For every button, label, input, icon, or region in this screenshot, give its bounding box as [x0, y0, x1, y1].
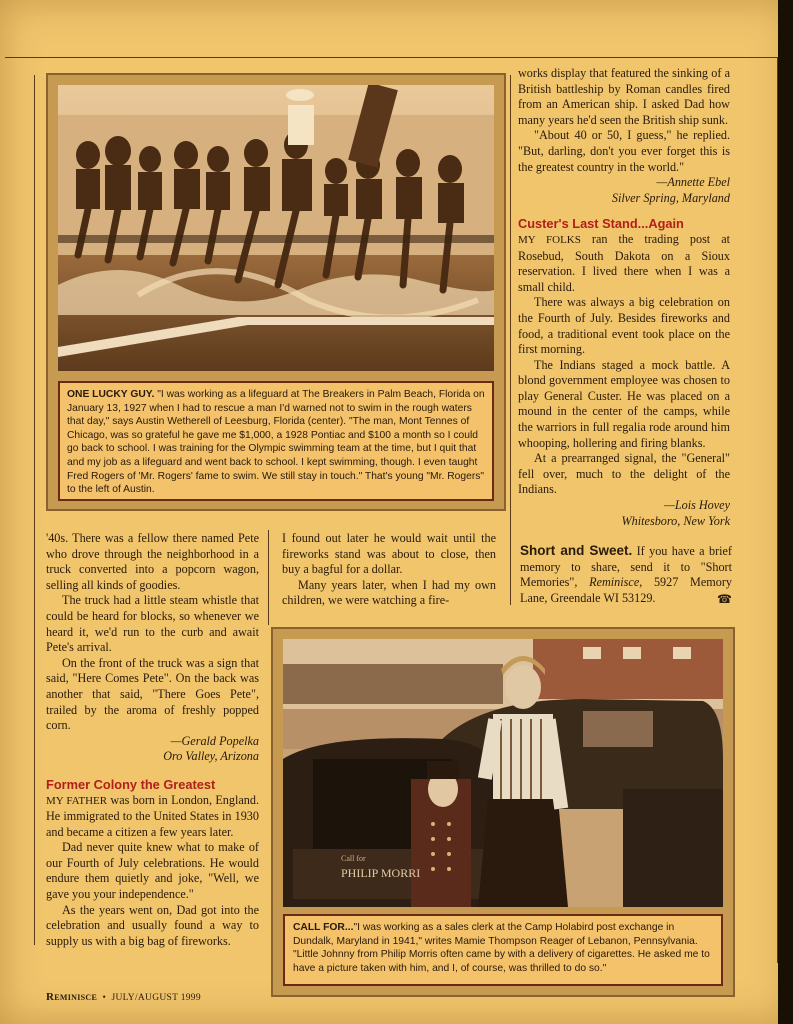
paragraph: Many years later, when I had my own children, we were watching a fire-: [282, 577, 496, 608]
lead-in: MY FOLKS: [518, 233, 581, 246]
paragraph: On the front of the truck was a sign that said, "Here Comes Pete". On the back was another that said, "There Goes Pete", trailed by the aroma of freshly popped corn.: [46, 655, 259, 733]
caption-body: "I was working as a lifeguard at The Breakers in Palm Beach, Florida on January 13, 1927 when I had to rescue a man I'd warned not to swim in the rough waters that day," says Austin Wetherell of Leesburg, Florida (center). "The man, Mont Tennes of Chicago, was so grateful he gave me $1,000, a 1928 Pontiac and $100 a month so I could go back to school. I was training for the Olympic swimming team at the time, but I quit that and my job as a lifeguard and went back to school. I kept swimming, though. I even taught Fred Rogers of 'Mr. Rogers' fame to swim. We still stay in touch." That's young "Mr. Rogers" to the left of Austin.: [67, 389, 485, 496]
column-middle: [282, 531, 496, 609]
footer-separator: •: [102, 993, 107, 1003]
paragraph-text: ran the trading post at Rosebud, South Dakota on a Sioux reservation. I lived there when I was a small child.: [518, 231, 730, 294]
telephone-icon: ☎: [717, 591, 732, 606]
car-sign-brand: PHILIP MORRI: [341, 866, 421, 880]
footer-brand: Reminisce: [46, 991, 98, 1003]
paragraph: As the years went on, Dad got into the celebration and usually found a way to supply us with a big bag of fireworks.: [46, 902, 259, 948]
footer-issue: JULY/AUGUST 1999: [111, 993, 201, 1003]
paragraph: [46, 793, 259, 841]
paragraph: Dad never quite knew what to make of our Fourth of July celebrations. He would endure them quietly and joke, "Well, we gave you your independence.": [46, 840, 259, 902]
scan-border: [778, 0, 793, 1024]
section-heading-colony: Former Colony the Greatest: [46, 776, 216, 792]
paragraph: works display that featured the sinking of a British battleship by Roman candles fired from an American ship. I asked Dad how many years he'd seen the British ship sunk.: [518, 66, 730, 127]
paragraph: There was always a big celebration on the Fourth of July. Besides fireworks and food, a traditional event took place on the first morning.: [518, 295, 730, 357]
page-footer: [46, 991, 201, 1003]
column-rule-mid: [268, 530, 269, 625]
caption-headline: ONE LUCKY GUY.: [67, 389, 155, 400]
author-location: Whitesboro, New York: [621, 513, 730, 528]
author-name: —Annette Ebel: [656, 175, 730, 190]
paragraph: '40s. There was a fellow there named Pete who drove through the neighborhood in a truck converted into a popcorn wagon, selling all kinds of goodies.: [46, 531, 259, 592]
caption-body: "I was working as a sales clerk at the Camp Holabird post exchange in Dundalk, Maryland in 1941," writes Mamie Thompson Reager of Lebanon, Pennsylvania. "Little Johnny from Philip Morris often came by with a delivery of cigarettes. He asked me to have a picture taken with him, and I, of course, was thrilled to do so.": [293, 922, 710, 974]
paragraph: At a prearranged signal, the "General" fell over, much to the delight of the Indians.: [518, 451, 730, 497]
lead-in: MY FATHER: [46, 794, 108, 807]
author-location: Oro Valley, Arizona: [163, 749, 259, 764]
author-name: —Lois Hovey: [663, 498, 730, 513]
paragraph: "About 40 or 50, I guess," he replied. "But, darling, don't you ever forget this is the greatest country in the world.": [518, 128, 730, 174]
short-sweet-heading: Short and Sweet.: [520, 543, 633, 558]
photo-philip-morris-caption: [283, 914, 723, 986]
photo-lifeguard-group: [46, 73, 506, 511]
author-location: Silver Spring, Maryland: [611, 190, 730, 205]
paragraph-text: was born in London, England. He immigrated to the United States in 1930 and became a citizen a few years later.: [46, 792, 260, 839]
photo-philip-morris: [271, 627, 735, 997]
column-rule-left: [34, 75, 35, 945]
section-heading-custer: Custer's Last Stand...Again: [518, 216, 684, 232]
photo-lifeguard-caption: [58, 381, 494, 501]
magazine-name: Reminisce: [589, 575, 640, 590]
paragraph: I found out later he would wait until the fireworks stand was about to close, then buy a bagful for a dollar.: [282, 531, 496, 577]
column-rule-right: [510, 75, 511, 605]
column-left: [46, 531, 259, 949]
paragraph: [518, 232, 730, 295]
caption-headline: CALL FOR...: [293, 922, 354, 933]
photo-philip-morris-illustration: [283, 639, 723, 907]
photo-lifeguard-image: [58, 85, 494, 371]
paragraph: The truck had a little steam whistle that could be heard for blocks, so whenever we heard it, we'd run to the curb and await Pete's arrival.: [46, 593, 259, 655]
short-sweet-text: If you have a brief memory to share, send it to "Short Memories",: [520, 544, 732, 590]
paragraph: The Indians staged a mock battle. A blond government employee was chosen to play General Custer. He was placed on a mound in the center of the camps, while the warriors in full regalia rode around him whooping, hollering and firing blanks.: [518, 357, 730, 450]
author-name: —Gerald Popelka: [170, 733, 259, 748]
column-right-top: [518, 66, 730, 529]
mailing-address: , 5927 Memory Lane, Greendale WI 53129.: [520, 575, 732, 605]
short-and-sweet-box: [520, 543, 732, 607]
car-sign-small: Call for: [341, 854, 366, 863]
photo-lifeguard-illustration: [58, 85, 494, 371]
photo-philip-morris-image: [283, 639, 723, 907]
